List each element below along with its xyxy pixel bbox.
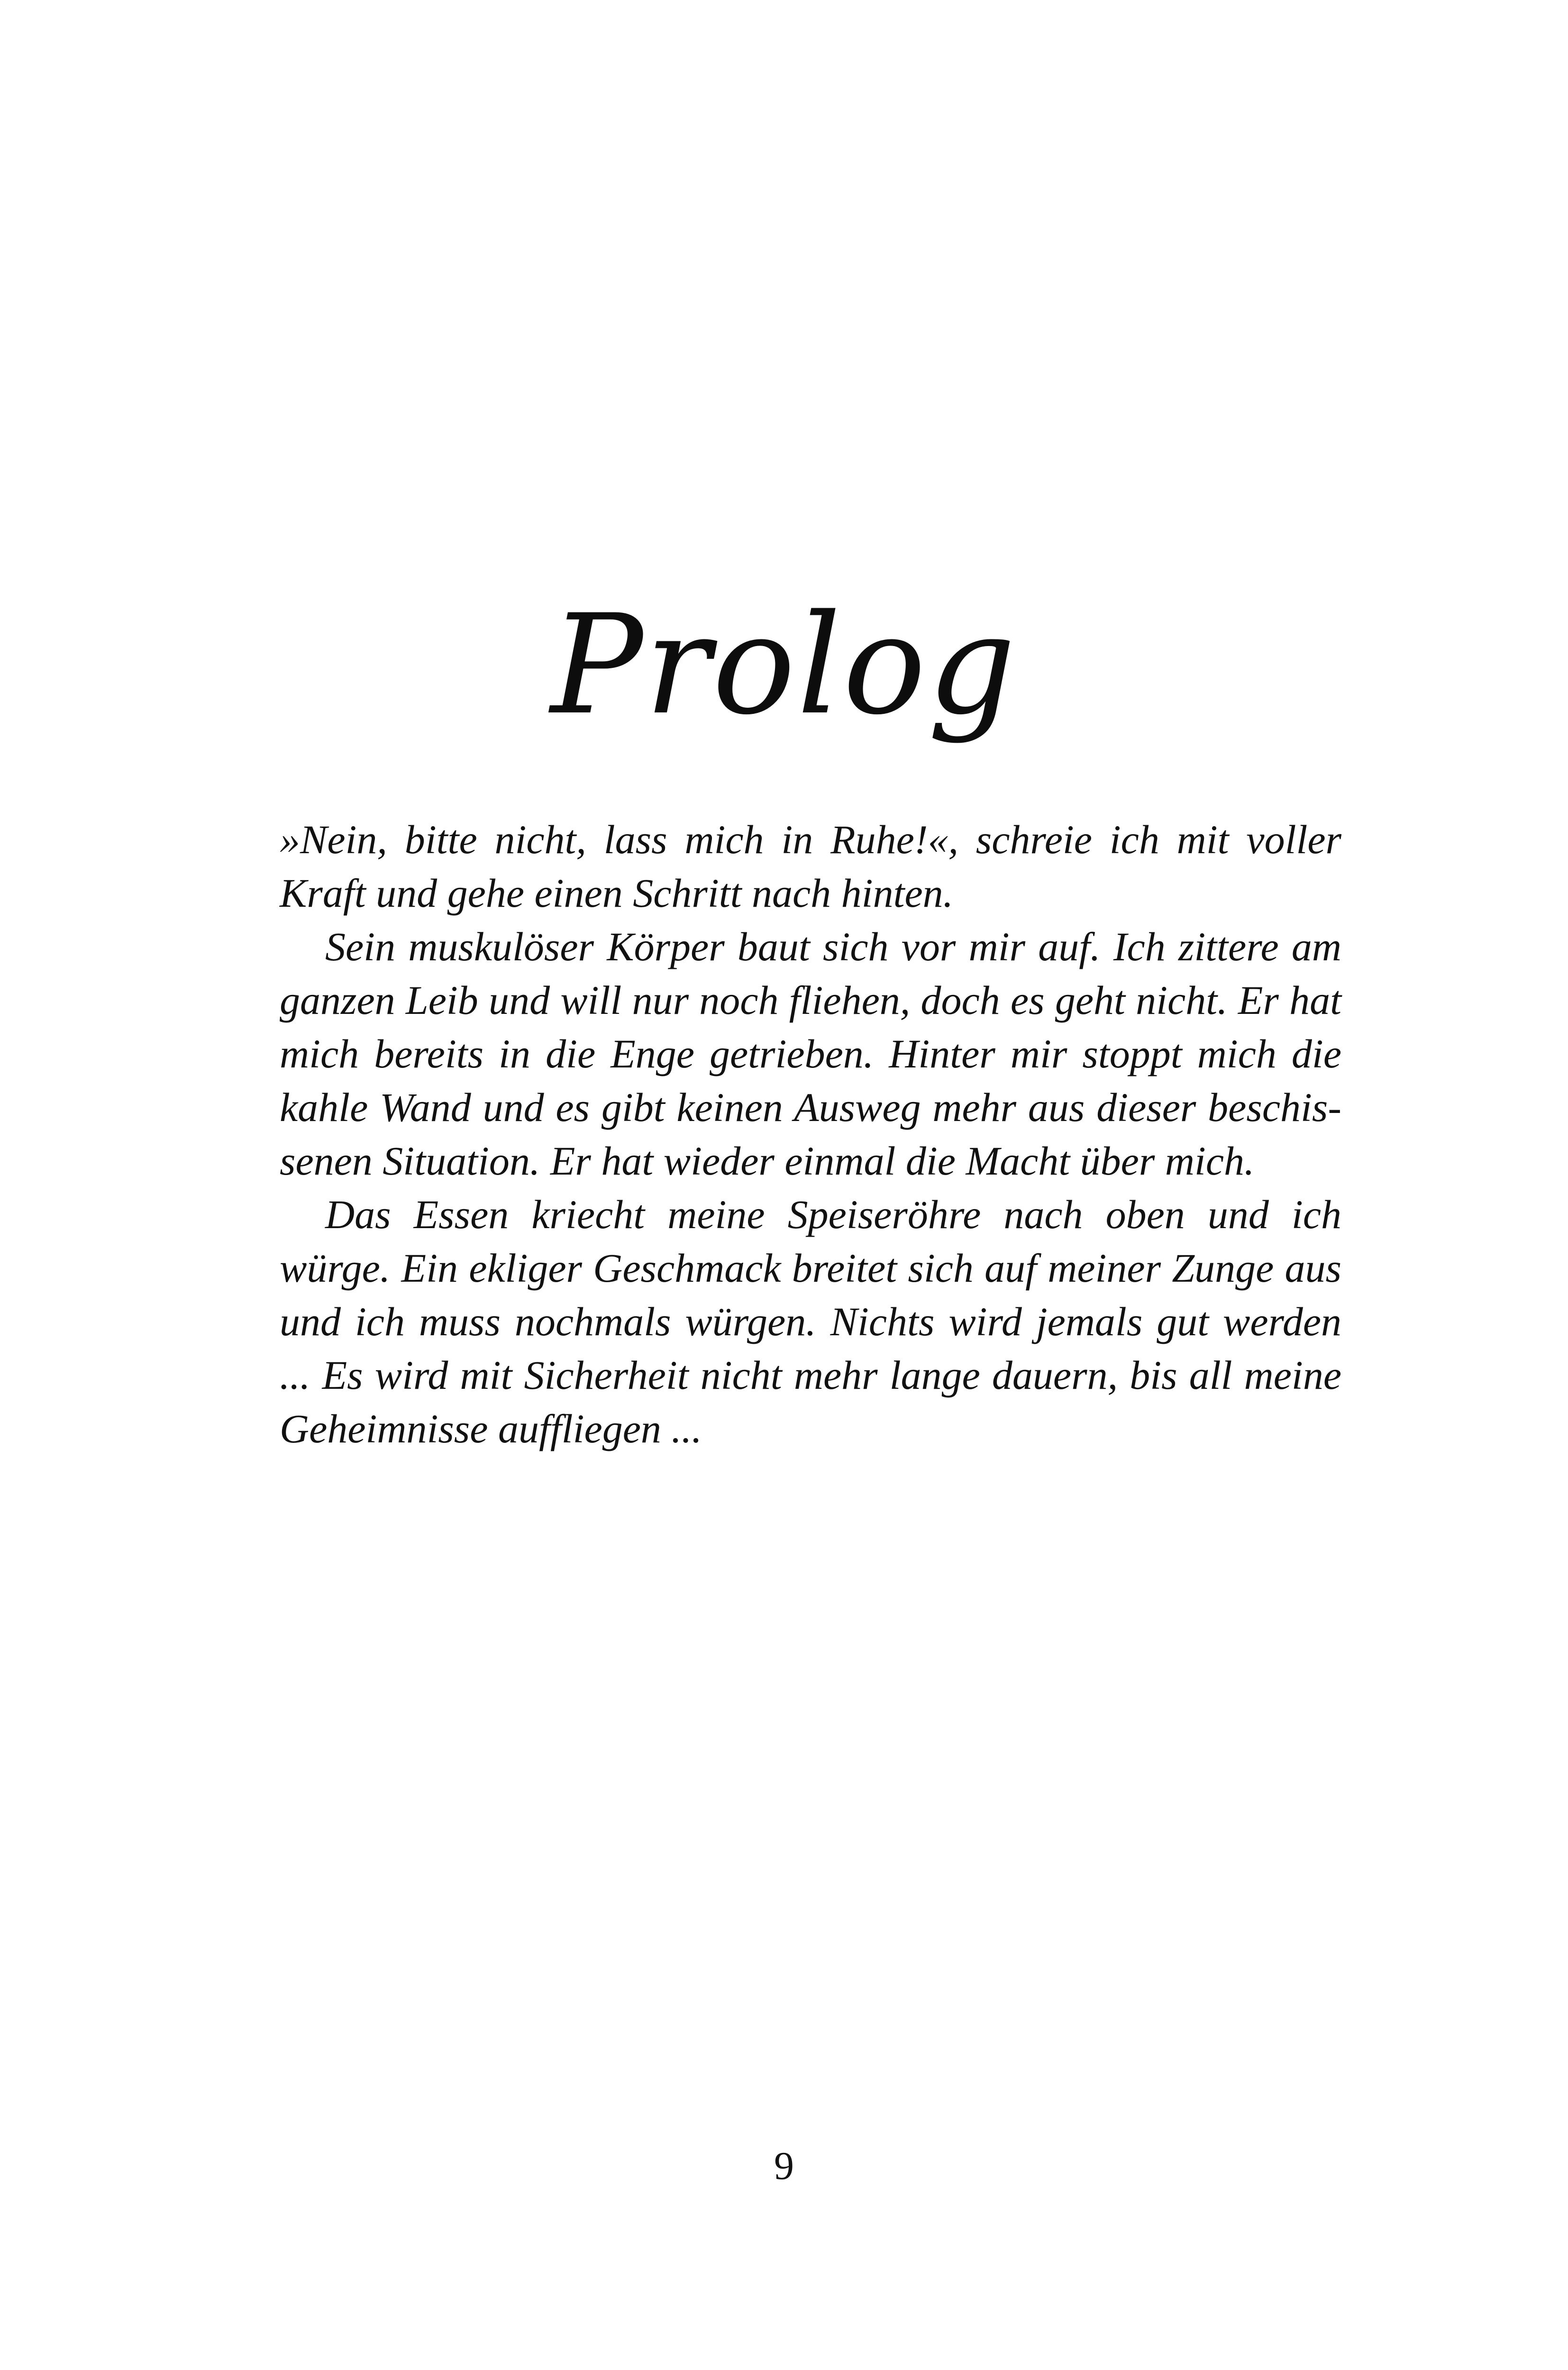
- paragraph-3: Das Essen kriecht meine Speiseröhre nach oben und ich würge. Ein ekliger Geschmack breitet sich auf meiner Zunge aus und ich muss nochmals würgen. Nichts wird jemals gut werden ... Es wird mit Sicherheit nicht mehr lange dauern, bis all meine Geheimnisse auffliegen ...: [280, 1192, 1341, 1451]
- page-number: 9: [774, 2144, 794, 2188]
- paragraph-1: »Nein, bitte nicht, lass mich in Ruhe!«, schreie ich mit voller Kraft und gehe einen Schritt nach hinten.: [280, 817, 1341, 916]
- chapter-title: Prolog: [550, 585, 1018, 746]
- chapter-body: [280, 813, 1341, 1456]
- paragraph-2: Sein muskulöser Körper baut sich vor mir auf. Ich zittere am ganzen Leib und will nur noch fliehen, doch es geht nicht. Er hat mich bereits in die Enge getrieben. Hinter mir stoppt mich die kahle Wand und es gibt keinen Ausweg mehr aus dieser beschissenen Situation. Er hat wieder einmal die Macht über mich.: [280, 924, 1341, 1184]
